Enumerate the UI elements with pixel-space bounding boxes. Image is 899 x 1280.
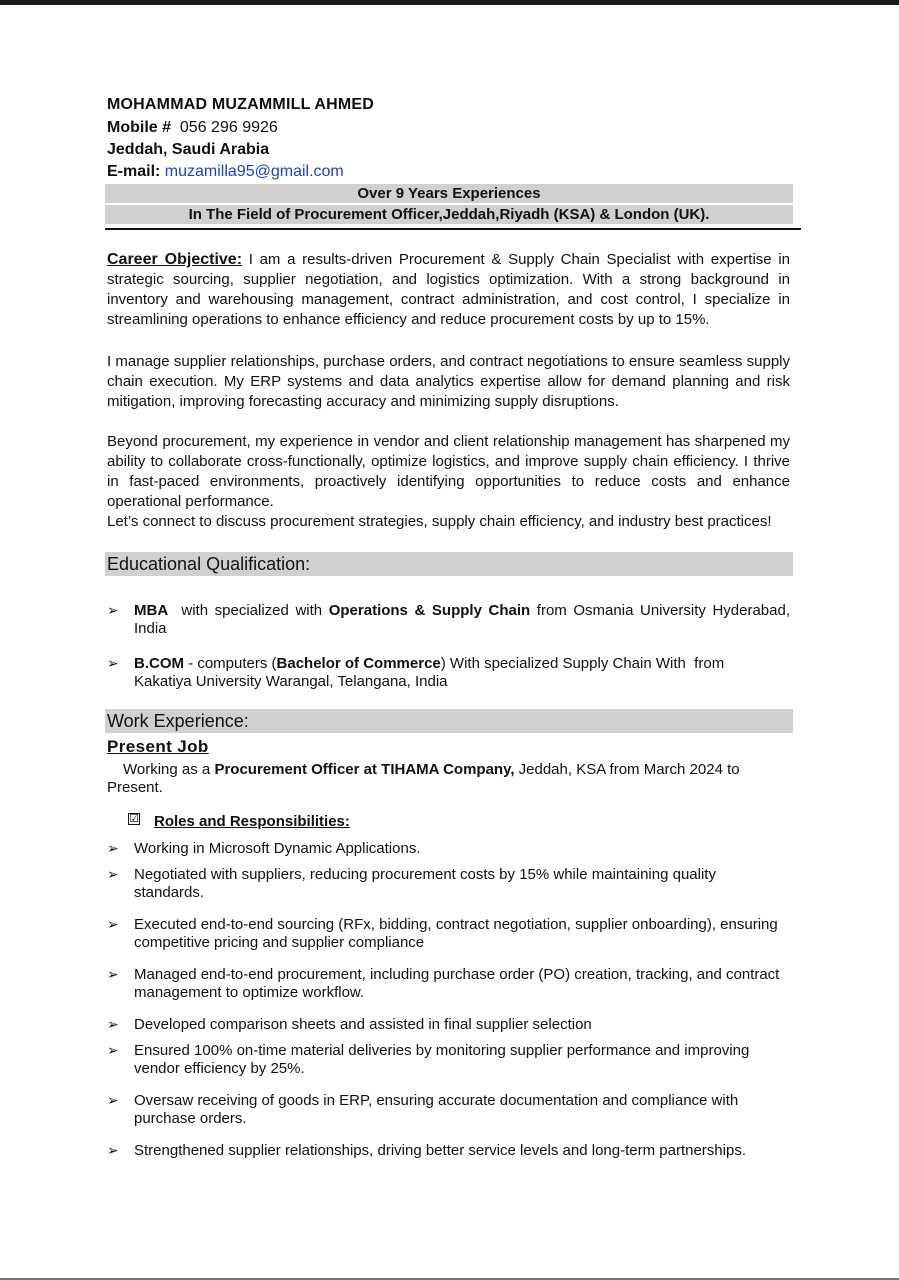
bullet-icon: ➢ xyxy=(107,840,119,856)
mba-university: from Osmania University Hyderabad, xyxy=(530,602,791,619)
career-objective-p3: Beyond procurement, my experience in vendor and client relationship management has sharpened my ability to collaborate cross-functionally, optimize logistics, and improve supply chain efficiency. I thrive in fast-paced environments, proactively identifying opportunities to reduce costs and enhance operational performance. xyxy=(107,433,790,510)
mba-country: India xyxy=(134,620,167,637)
top-border xyxy=(0,0,899,5)
email-label: E-mail: xyxy=(107,163,161,180)
job-intro-prefix: Working as a xyxy=(123,761,215,778)
bullet-icon: ➢ xyxy=(107,655,119,671)
career-objective-p4: Let’s connect to discuss procurement strategies, supply chain efficiency, and industry best practices! xyxy=(107,513,772,530)
bullet-icon: ➢ xyxy=(107,866,119,882)
mobile-line xyxy=(107,119,278,137)
checkbox-icon: ☑ xyxy=(129,813,139,825)
bullet-icon: ➢ xyxy=(107,966,119,982)
job-title-company: Procurement Officer at TIHAMA Company, xyxy=(214,761,515,778)
mba-degree: MBA xyxy=(134,602,169,619)
present-job-heading: Present Job xyxy=(107,737,209,756)
career-objective-p1 xyxy=(107,250,790,330)
bullet-icon: ➢ xyxy=(107,916,119,932)
mobile-label: Mobile # xyxy=(107,119,172,136)
bullet-icon: ➢ xyxy=(107,602,119,618)
experience-summary: Over 9 Years Experiences xyxy=(105,184,793,203)
career-objective-label: Career Objective: xyxy=(107,251,243,268)
candidate-name: MOHAMMAD MUZAMMILL AHMED xyxy=(107,96,374,113)
role-item: Negotiated with suppliers, reducing procurement costs by 15% while maintaining quality standards. xyxy=(134,866,716,901)
bcom-line-1 xyxy=(134,655,790,673)
education-item-mba xyxy=(134,602,790,638)
bullet-icon: ➢ xyxy=(107,1092,119,1108)
bcom-specialization: ) With specialized Supply Chain With from xyxy=(440,655,725,672)
bcom-text: - computers ( xyxy=(184,655,277,672)
career-objective-text: I am a results-driven Procurement & Supply Chain Specialist with expertise in strategic sourcing, supplier negotiation, and logistics optimization. With a strong background in inventory and warehousing management, contract administration, and cost control, I specialize in streamlining operations to enhance efficiency and reduce procurement costs by up to 15%. xyxy=(107,251,790,328)
job-intro-line2: Present. xyxy=(107,779,163,796)
job-intro xyxy=(123,761,740,779)
role-item: Strengthened supplier relationships, driving better service levels and long-term partnerships. xyxy=(134,1142,746,1159)
role-item: Ensured 100% on-time material deliveries by monitoring supplier performance and improving vendor efficiency by 25%. xyxy=(134,1042,750,1077)
experience-fields: In The Field of Procurement Officer,Jeddah,Riyadh (KSA) & London (UK). xyxy=(105,205,793,224)
bcom-degree: B.COM xyxy=(134,655,184,672)
education-heading: Educational Qualification: xyxy=(105,552,793,576)
role-item: Developed comparison sheets and assisted in final supplier selection xyxy=(134,1016,592,1033)
role-item: Oversaw receiving of goods in ERP, ensuring accurate documentation and compliance with purchase orders. xyxy=(134,1092,739,1127)
bullet-icon: ➢ xyxy=(107,1016,119,1032)
mba-line-1 xyxy=(134,602,790,620)
bcom-full-name: Bachelor of Commerce xyxy=(276,655,441,672)
roles-heading: Roles and Responsibilities: xyxy=(154,813,350,830)
job-intro-suffix: Jeddah, KSA from March 2024 to xyxy=(514,761,740,778)
role-item: Executed end-to-end sourcing (RFx, bidding, contract negotiation, supplier onboarding), ensuring competitive pricing and supplier compliance xyxy=(134,916,778,951)
mba-text: with specialized with xyxy=(168,602,329,619)
role-item: Managed end-to-end procurement, including purchase order (PO) creation, tracking, and contract management to optimize workflow. xyxy=(134,966,780,1001)
bullet-icon: ➢ xyxy=(107,1042,119,1058)
career-objective-p2: I manage supplier relationships, purchase orders, and contract negotiations to ensure seamless supply chain execution. My ERP systems and data analytics expertise allow for demand planning and risk mitigation, improving forecasting accuracy and minimizing supply disruptions. xyxy=(107,353,790,410)
role-item: Working in Microsoft Dynamic Applications. xyxy=(134,840,421,857)
mobile-value: 056 296 9926 xyxy=(179,119,278,136)
education-item-bcom xyxy=(134,655,790,691)
email-link[interactable]: muzamilla95@gmail.com xyxy=(164,163,344,180)
location: Jeddah, Saudi Arabia xyxy=(107,141,270,158)
work-experience-heading: Work Experience: xyxy=(105,709,793,733)
header-divider xyxy=(105,228,801,230)
mba-specialization: Operations & Supply Chain xyxy=(328,602,531,619)
bcom-university: Kakatiya University Warangal, Telangana, India xyxy=(134,673,448,690)
bullet-icon: ➢ xyxy=(107,1142,119,1158)
email-line xyxy=(107,163,344,181)
